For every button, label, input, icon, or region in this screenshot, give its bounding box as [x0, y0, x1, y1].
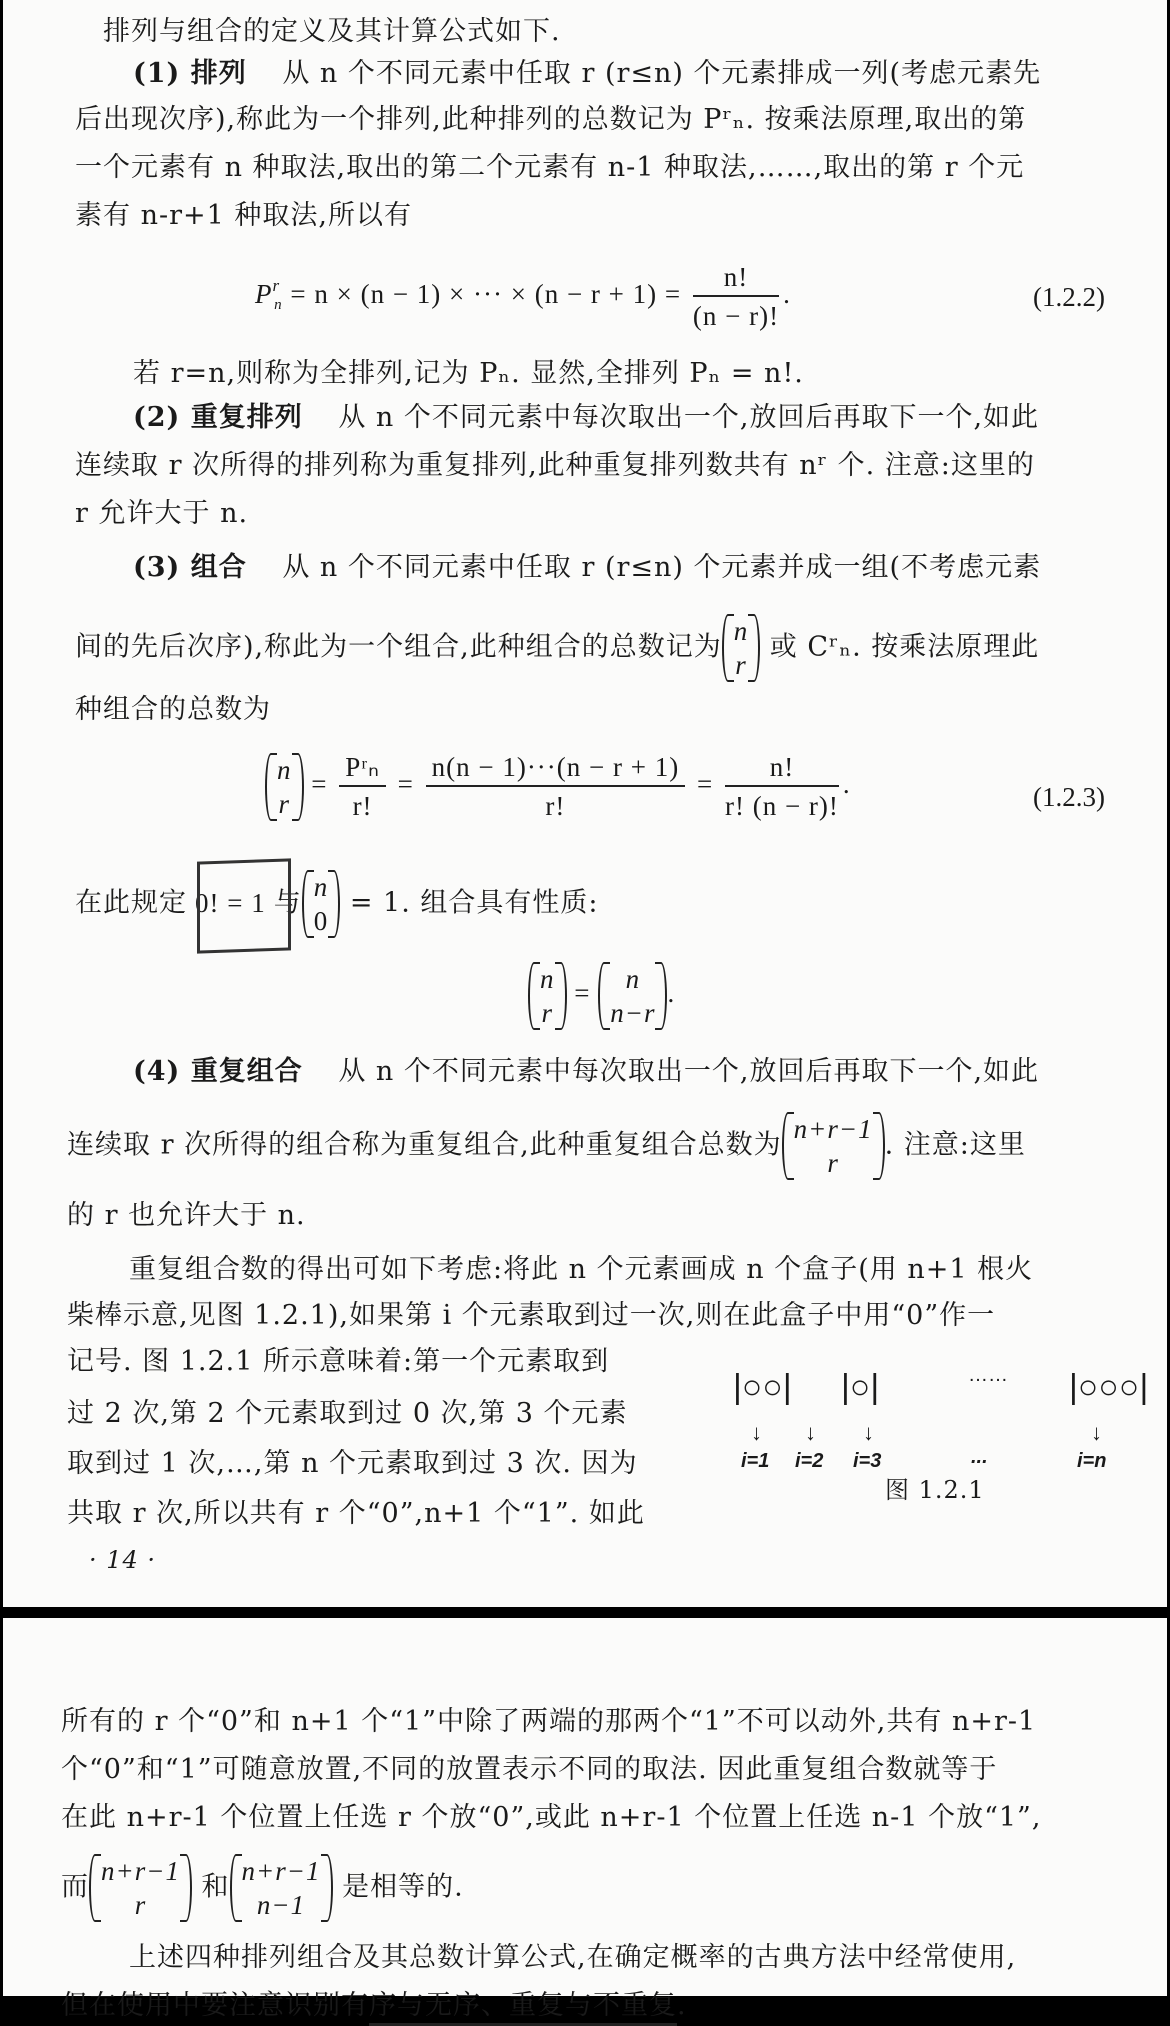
section-repeat-combination-line1: (4) 重复组合 从 n 个不同元素中每次取出一个,放回后再取下一个,如此 — [133, 1056, 1040, 1087]
section-permutation-line4: 素有 n-r+1 种取法,所以有 — [75, 200, 412, 231]
page2-line1: 所有的 r 个“0”和 n+1 个“1”中除了两端的那两个“1”不可以动外,共有 n+r-1 — [61, 1706, 1037, 1737]
section-heading-repeat-permutation: (2) 重复排列 — [133, 402, 303, 433]
binomial-n-r: n r — [722, 614, 761, 682]
handwritten-box-zero-factorial: 0! = 1 — [195, 887, 266, 918]
formula-symmetry: n r = n n−r . — [528, 962, 675, 1030]
derivation-line5: 取到过 1 次,…,第 n 个元素取到过 3 次. 因为 — [67, 1448, 638, 1479]
formula-permutation: $P^r_n = n \times (n - 1)$ × ··· × (n − r + 1) = $\frac{n!}{(n - r)!}$ . — [255, 262, 791, 331]
down-arrow-icon: ↓ — [1091, 1420, 1102, 1445]
textbook-page-15 — [3, 1618, 1167, 2021]
section-combination-line2: 间的先后次序),称此为一个组合,此种组合的总数记为 n r 或 Cʳₙ. 按乘法原理此 — [75, 616, 1040, 680]
formula-combination: n r = $\frac{\text{Pʳₙ}}{r!}$ = $\frac{n(n - 1)\cdot\cdot\cdot(n - r + 1)}{r!}$ = $\frac{n!}{r! (n - r)!}$ . — [265, 752, 851, 822]
intro-text: 排列与组合的定义及其计算公式如下. — [103, 16, 561, 47]
page2-line2: 个“0”和“1”可随意放置,不同的放置表示不同的取法. 因此重复组合数就等于 — [61, 1754, 998, 1785]
down-arrow-icon: ↓ — [863, 1420, 874, 1445]
section-permutation-line3: 一个元素有 n 种取法,取出的第二个元素有 n-1 种取法,……,取出的第 r 个元 — [75, 152, 1025, 183]
derivation-line6: 共取 r 次,所以共有 r 个“0”,n+1 个“1”. 如此 — [67, 1498, 645, 1529]
box-one-zero: |○| — [841, 1368, 880, 1406]
figure-caption: 图 1.2.1 — [885, 1476, 985, 1504]
section-heading-repeat-combination: (4) 重复组合 — [133, 1056, 303, 1087]
derivation-line1: 重复组合数的得出可如下考虑:将此 n 个元素画成 n 个盒子(用 n+1 根火 — [129, 1254, 1034, 1285]
zero-factorial-rule: 在此规定 0! = 1 与 n 0 = 1. 组合具有性质: — [75, 872, 599, 936]
page2-line3: 在此 n+r-1 个位置上任选 r 个放“0”,或此 n+r-1 个位置上任选 n-1 个放“1”, — [61, 1802, 1042, 1833]
box-three-zeros: |○○○| — [1069, 1368, 1149, 1406]
full-permutation-text: 若 r=n,则称为全排列,记为 Pₙ. 显然,全排列 Pₙ = n!. — [133, 358, 804, 389]
hand-drawn-box — [197, 858, 291, 953]
equation-number-1-2-3: (1.2.3) — [1033, 782, 1105, 812]
summary-line2: 但在使用中要注意识别有序与无序、重复与不重复. — [61, 1986, 687, 2026]
handwritten-label: i=1 — [741, 1450, 770, 1472]
section-combination-line3: 种组合的总数为 — [75, 694, 271, 725]
handwritten-label: i=3 — [853, 1450, 882, 1472]
ellipsis: …… — [968, 1364, 1008, 1386]
fraction: $\frac{n!}{(n - r)!}$ — [692, 262, 780, 331]
section-repeat-permutation-line3: r 允许大于 n. — [75, 498, 249, 529]
section-permutation-line2: 后出现次序),称此为一个排列,此种排列的总数记为 Pʳₙ. 按乘法原理,取出的第 — [75, 104, 1027, 135]
page2-line4: 而 n+r−1 r 和 n+r−1 n−1 是相等的. — [61, 1856, 464, 1920]
handwritten-label: i=n — [1077, 1450, 1107, 1472]
section-permutation-line1: (1) 排列 从 n 个不同元素中任取 r (r≤n) 个元素排成一列(考虑元素先 — [133, 58, 1042, 89]
down-arrow-icon: ↓ — [751, 1420, 762, 1445]
textbook-page-14 — [3, 0, 1167, 1607]
page-number: · 14 · — [89, 1546, 157, 1574]
equation-number-1-2-2: (1.2.2) — [1033, 282, 1105, 312]
handwritten-underline-emphasis: 序与无序、重复与不重复 — [369, 1990, 677, 2026]
summary-line1: 上述四种排列组合及其总数计算公式,在确定概率的古典方法中经常使用, — [129, 1942, 1017, 1973]
section-combination-line1: (3) 组合 从 n 个不同元素中任取 r (r≤n) 个元素并成一组(不考虑元素 — [133, 552, 1042, 583]
down-arrow-icon: ↓ — [805, 1420, 816, 1445]
handwritten-label: i=2 — [795, 1450, 824, 1472]
section-repeat-combination-line2: 连续取 r 次所得的组合称为重复组合,此种重复组合总数为 n+r−1 r . 注意:这里 — [67, 1114, 1026, 1178]
derivation-line3: 记号. 图 1.2.1 所示意味着:第一个元素取到 — [67, 1346, 610, 1377]
derivation-line2: 柴棒示意,见图 1.2.1),如果第 i 个元素取到过一次,则在此盒子中用“0”作一 — [67, 1300, 996, 1331]
box-two-zeros: |○○| — [733, 1368, 792, 1406]
section-repeat-permutation-line1: (2) 重复排列 从 n 个不同元素中每次取出一个,放回后再取下一个,如此 — [133, 402, 1040, 433]
derivation-line4: 过 2 次,第 2 个元素取到过 0 次,第 3 个元素 — [67, 1398, 628, 1429]
section-heading-combination: (3) 组合 — [133, 552, 247, 583]
section-repeat-permutation-line2: 连续取 r 次所得的排列称为重复排列,此种重复排列数共有 nʳ 个. 注意:这里的 — [75, 450, 1035, 481]
section-heading-permutation: (1) 排列 — [133, 58, 247, 89]
binomial-n-plus-r-minus-1-r: n+r−1 r — [782, 1112, 885, 1180]
handwritten-label: ... — [971, 1446, 988, 1468]
section-repeat-combination-line3: 的 r 也允许大于 n. — [67, 1200, 306, 1231]
